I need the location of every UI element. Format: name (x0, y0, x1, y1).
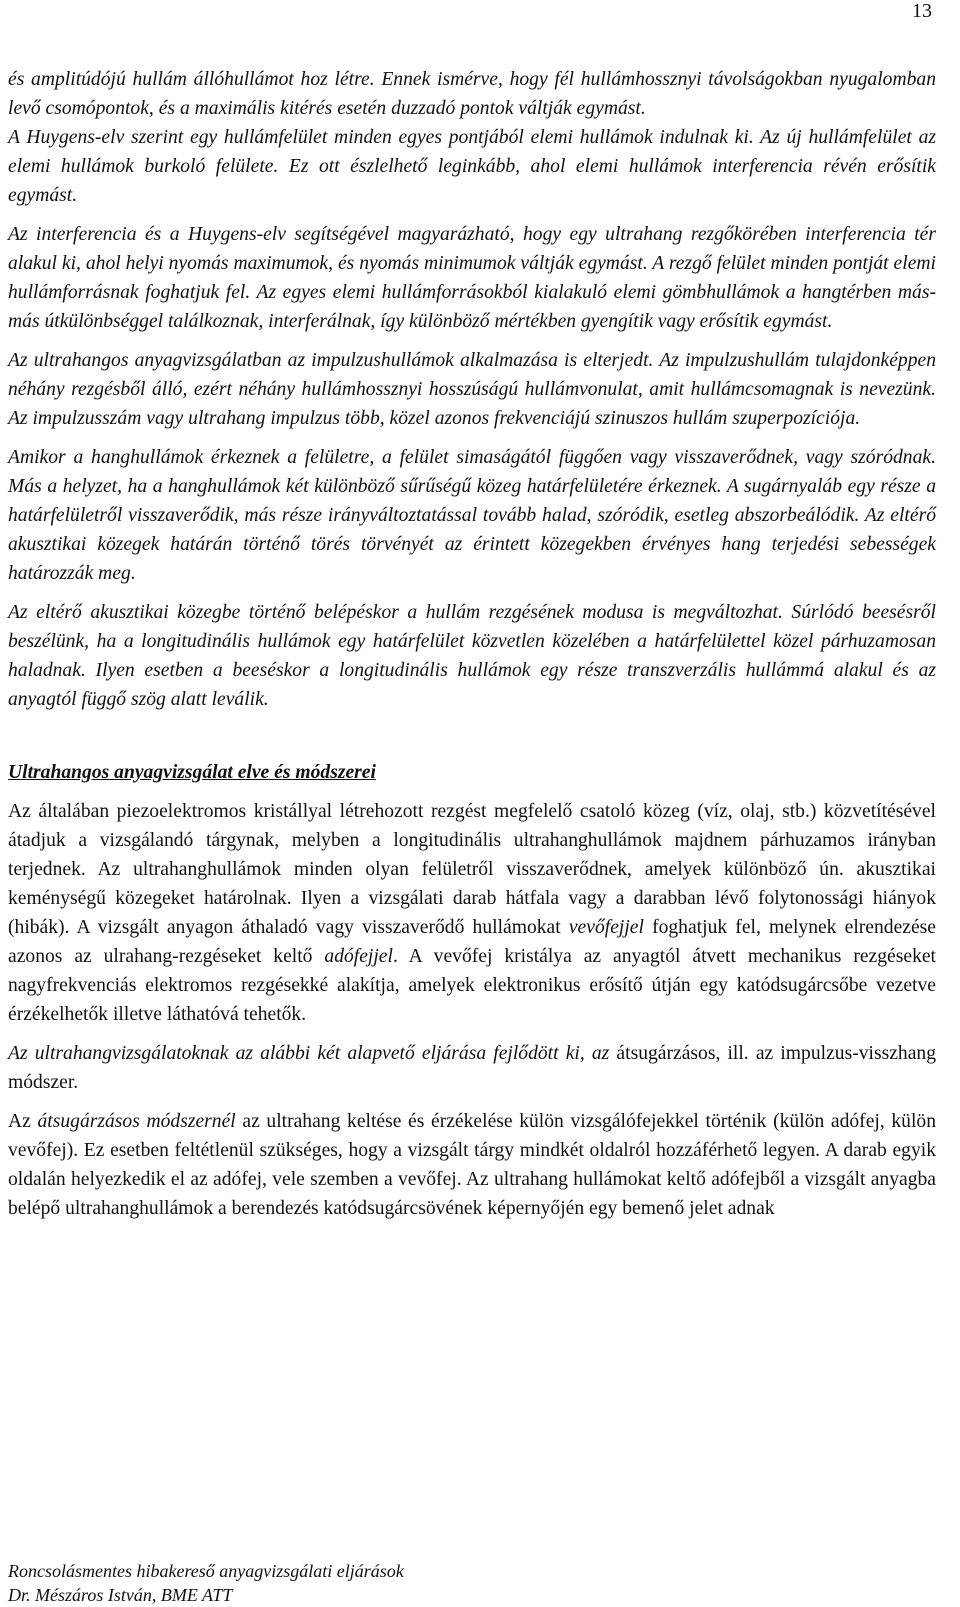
principle-text-2: foghatjuk fel, melynek elrendezése azonos az ulrahang-rezgéseket keltő (8, 917, 936, 967)
page-content (8, 65, 936, 1233)
term-receiver-head: vevőfejjel (568, 917, 644, 938)
term-through-transmission: átsugárzásos módszernél (37, 1111, 236, 1132)
page-number: 13 (912, 0, 932, 22)
term-transmitter-head: adófejjel (324, 946, 393, 967)
page-footer (8, 1559, 404, 1607)
paragraph-impulse-waves: Az ultrahangos anyagvizsgálatban az impulzushullámok alkalmazása is elterjedt. Az impulzushullám tulajdonképpen néhány rezgésből álló, ezért néhány hullámhossznyi hosszúságú hullámvonulat, amit hullámcsomagnak is nevezünk. Az impulzusszám vagy ultrahang impulzus több, közel azonos frekvenciájú szinuszos hullám szuperpozíciója. (8, 350, 936, 429)
methods-list: átsugárzásos, ill. az impulzus-visszhang módszer. (8, 1043, 936, 1093)
methods-intro: Az ultrahangvizsgálatoknak az alábbi két alapvető eljárása fejlődött ki, az (8, 1043, 610, 1064)
paragraph-standing-wave: és amplitúdójú hullám állóhullámot hoz létre. Ennek ismérve, hogy fél hullámhossznyi távolságokban nyugalomban levő csomópontok, és a maximális kitérés esetén duzzadó pontok váltják egymást. (8, 69, 936, 119)
through-text-1: Az (8, 1111, 38, 1132)
paragraph-methods (8, 1039, 936, 1097)
footer-author: Dr. Mészáros István, BME ATT (8, 1585, 233, 1605)
principle-text-1: Az általában piezoelektromos kristállyal létrehozott rezgést megfelelő csatoló közeg (víz, olaj, stb.) közvetítésével átadjuk a vizsgálandó tárgynak, melyben a longitudinális ultrahanghullámok majdnem párhuzamos irányban terjednek. Az ultrahanghullámok minden olyan felületről visszaverődnek, amelyek különböző ún. akusztikai keménységű közegeket határolnak. Ilyen a vizsgálati darab hátfala vagy a darabban lévő folytonossági hiányok (hibák). A vizsgált anyagon áthaladó vagy visszaverődő hullámokat (8, 801, 936, 938)
footer-title: Roncsolásmentes hibakereső anyagvizsgálati eljárások (8, 1561, 404, 1581)
paragraph-reflection: Amikor a hanghullámok érkeznek a felületre, a felület simaságától függően vagy visszaverődnek, vagy szóródnak. Más a helyzet, ha a hanghullámok két különböző sűrűségű közeg határfelületére érkeznek. A sugárnyaláb egy része a határfelületről visszaverődik, más része irányváltoztatással tovább halad, szóródik, esetleg abszorbeálódik. Az eltérő akusztikai közegek határán történő törés törvényét az érintett közegekben érvényes hang terjedési sebességek határozzák meg. (8, 447, 936, 584)
paragraph-interference: Az interferencia és a Huygens-elv segítségével magyarázható, hogy egy ultrahang rezgőkörében interferencia tér alakul ki, ahol helyi nyomás maximumok, és nyomás minimumok váltják egymást. A rezgő felület minden pontját elemi hullámforrásnak foghatjuk fel. Az egyes elemi hullámforrásokból kialakuló elemi gömbhullámok a hangtérben más-más útkülönbséggel találkoznak, interferálnak, így különböző mértékben gyengítik vagy erősítik egymást. (8, 224, 936, 332)
through-text-2: az ultrahang keltése és érzékelése külön vizsgálófejekkel történik (külön adófej, külön vevőfej). Ez esetben feltétlenül szükséges, hogy a vizsgált tárgy mindkét oldalról hozzáférhető legyen. A darab egyik oldalán helyezkedik el az adófej, vele szemben a vevőfej. Az ultrahang hullámokat keltő adófejből a vizsgált anyagba belépő ultrahanghullámok a berendezés katódsugárcsövének képernyőjén egy bemenő jelet adnak (8, 1111, 936, 1219)
paragraph-through-transmission (8, 1107, 936, 1223)
paragraph-mode-conversion: Az eltérő akusztikai közegbe történő belépéskor a hullám rezgésének modusa is megváltozhat. Súrlódó beesésről beszélünk, ha a longitudinális hullámok egy határfelület közvetlen közelében a határfelülettel közel párhuzamosan haladnak. Ilyen esetben a beeséskor a longitudinális hullámok egy része transzverzális hullámmá alakul és az anyagtól függő szög alatt leválik. (8, 602, 936, 710)
paragraph-huygens-principle: A Huygens-elv szerint egy hullámfelület minden egyes pontjából elemi hullámok indulnak ki. Az új hullámfelület az elemi hullámok burkoló felülete. Ez ott észlelhető leginkább, ahol elemi hullámok interferencia révén erősítik egymást. (8, 127, 936, 206)
principle-text-3: . A vevőfej kristálya az anyagtól átvett mechanikus rezgéseket nagyfrekvenciás elektromos rezgésekké alakítja, amelyek elektronikus erősítő útján egy katódsugárcsőbe vezetve érzékelhetők illetve láthatóvá tehetők. (8, 946, 937, 1025)
section-heading: Ultrahangos anyagvizsgálat elve és módszerei (8, 762, 376, 783)
paragraph-principle (8, 797, 936, 1029)
